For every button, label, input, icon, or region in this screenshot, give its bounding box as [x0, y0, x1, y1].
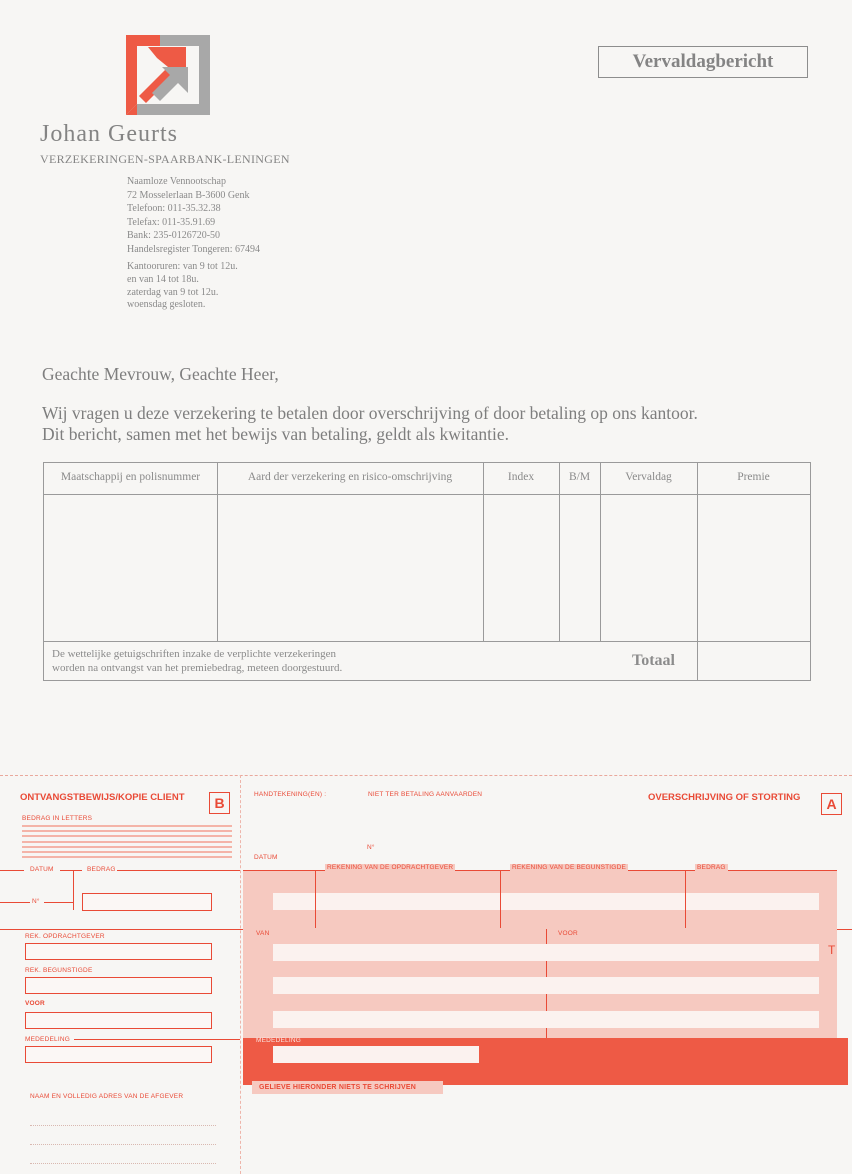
- address-dotted-line: [30, 1163, 216, 1164]
- hours-line: zaterdag van 9 tot 12u.: [127, 286, 219, 298]
- document-title: Vervaldagbericht: [598, 46, 808, 78]
- date-label: DATUM: [30, 866, 54, 873]
- column-divider: [217, 495, 218, 641]
- company-address: [127, 175, 260, 257]
- amount-letters-hatch: [22, 841, 232, 843]
- section-letter-b: B: [209, 792, 230, 814]
- company-name: Johan Geurts: [40, 121, 178, 147]
- column-header: Maatschappij en polisnummer: [60, 471, 201, 483]
- salutation: Geachte Mevrouw, Geachte Heer,: [42, 364, 279, 384]
- footer-note-line: De wettelijke getuigschriften inzake de verplichte verzekeringen: [52, 648, 337, 660]
- transfer-message-label: MEDEDELING: [256, 1037, 301, 1044]
- for-field[interactable]: [25, 1012, 212, 1029]
- from-for-field[interactable]: [273, 977, 819, 994]
- section-letter-a: A: [821, 793, 842, 815]
- rule: [685, 870, 686, 928]
- transfer-date-label: DATUM: [254, 854, 278, 861]
- account-numbers-field[interactable]: [273, 893, 819, 910]
- amount-letters-hatch: [22, 835, 232, 837]
- t-mark: T: [828, 943, 836, 957]
- address-line: 72 Mosselerlaan B-3600 Genk: [127, 189, 250, 201]
- amount-label: BEDRAG: [87, 866, 116, 873]
- rule: [44, 902, 74, 903]
- from-for-field[interactable]: [273, 1011, 819, 1028]
- amount-letters-hatch: [22, 825, 232, 827]
- beneficiary-account-field[interactable]: [25, 977, 212, 994]
- rule: [73, 870, 74, 910]
- letter-line: Dit bericht, samen met het bewijs van betaling, geldt als kwitantie.: [42, 424, 510, 444]
- policy-table: [43, 462, 811, 681]
- address-line: Bank: 235-0126720-50: [127, 230, 221, 242]
- column-header: B/M: [568, 471, 591, 483]
- signature-label: HANDTEKENING(EN) :: [254, 791, 327, 798]
- amount-in-letters-label: BEDRAG IN LETTERS: [22, 815, 93, 822]
- receipt-amount-field[interactable]: [82, 893, 212, 911]
- column-header: Index: [507, 471, 535, 483]
- column-divider: [697, 463, 698, 680]
- message-field[interactable]: [25, 1046, 212, 1063]
- rule: [315, 870, 316, 928]
- column-divider: [559, 463, 560, 642]
- rule: [74, 1039, 240, 1040]
- address-line: Telefoon: 011-35.32.38: [127, 203, 221, 215]
- rule: [0, 902, 30, 903]
- company-logo: [126, 35, 210, 115]
- table-footer-note: [52, 647, 342, 675]
- column-header: Premie: [737, 471, 770, 483]
- transfer-message-field[interactable]: [273, 1046, 479, 1063]
- address-dotted-line: [30, 1144, 216, 1145]
- column-header: Aard der verzekering en risico-omschrijving: [247, 471, 453, 483]
- perforation-line: [240, 775, 241, 1174]
- transfer-for-label: VOOR: [558, 930, 578, 937]
- address-dotted-line: [30, 1125, 216, 1126]
- number-label: N°: [32, 898, 40, 905]
- table-footer-divider: [44, 641, 810, 642]
- payment-slip: [0, 775, 852, 1174]
- company-tagline: VERZEKERINGEN-SPAARBANK-LENINGEN: [40, 152, 290, 166]
- amount-letters-hatch: [22, 851, 232, 853]
- column-divider: [483, 463, 484, 642]
- amount-letters-hatch: [22, 830, 232, 832]
- office-hours: [127, 261, 238, 312]
- letter-body: [42, 403, 698, 445]
- transfer-title: OVERSCHRIJVING OF STORTING: [648, 792, 801, 803]
- transfer-number-label: N°: [367, 844, 375, 851]
- payer-account-label: REK. OPDRACHTGEVER: [25, 933, 105, 940]
- perforation-line: [0, 775, 852, 776]
- table-header-divider: [44, 494, 810, 495]
- address-line: Telefax: 011-35.91.69: [127, 216, 216, 228]
- address-line: Handelsregister Tongeren: 67494: [127, 243, 260, 255]
- amount-letters-hatch: [22, 846, 232, 848]
- letter-line: Wij vragen u deze verzekering te betalen door overschrijving of door betaling op ons kantoor.: [42, 403, 698, 423]
- rule: [117, 870, 240, 871]
- from-for-field[interactable]: [273, 944, 819, 961]
- from-label: VAN: [256, 930, 270, 937]
- transfer-amount-header: BEDRAG: [697, 864, 726, 871]
- beneficiary-account-label: REK. BEGUNSTIGDE: [25, 967, 93, 974]
- not-accepted-label: NIET TER BETALING AANVAARDEN: [368, 791, 483, 798]
- rule: [0, 870, 24, 871]
- rule: [60, 870, 82, 871]
- address-line: Naamloze Vennootschap: [127, 176, 226, 187]
- do-not-write-notice: GELIEVE HIERONDER NIETS TE SCHRIJVEN: [259, 1084, 416, 1091]
- footer-note-line: worden na ontvangst van het premiebedrag, meteen doorgestuurd.: [52, 662, 343, 674]
- rule: [500, 870, 501, 928]
- for-label: VOOR: [25, 1000, 45, 1007]
- beneficiary-account-header: REKENING VAN DE BEGUNSTIGDE: [512, 864, 626, 871]
- hours-line: en van 14 tot 18u.: [127, 273, 199, 285]
- hours-line: woensdag gesloten.: [127, 299, 206, 311]
- column-header: Vervaldag: [625, 471, 672, 483]
- column-divider: [600, 463, 601, 642]
- amount-letters-hatch: [22, 856, 232, 858]
- receipt-title: ONTVANGSTBEWIJS/KOPIE CLIENT: [20, 792, 185, 803]
- depositor-address-label: NAAM EN VOLLEDIG ADRES VAN DE AFGEVER: [30, 1093, 184, 1100]
- payer-account-header: REKENING VAN DE OPDRACHTGEVER: [327, 864, 454, 871]
- message-label: MEDEDELING: [25, 1036, 70, 1043]
- hours-line: Kantooruren: van 9 tot 12u.: [127, 261, 238, 272]
- payer-account-field[interactable]: [25, 943, 212, 960]
- total-label: Totaal: [632, 652, 675, 669]
